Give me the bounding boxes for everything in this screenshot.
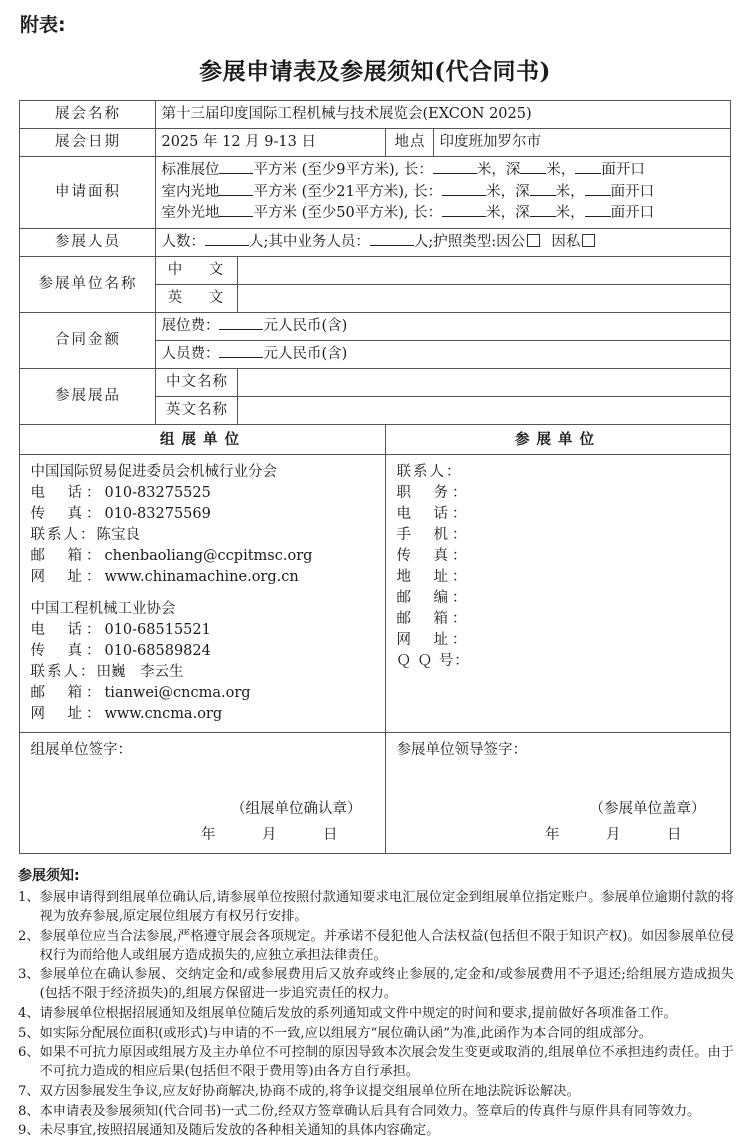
contact-value: 010-68515521 bbox=[104, 622, 211, 639]
table-row-unit-name-cn bbox=[20, 257, 730, 285]
note-text: 未尽事宜,按照招展通知及随后发放的各种相关通知的具体内容确定。 bbox=[39, 1123, 440, 1139]
note-number: 7、 bbox=[18, 1083, 40, 1099]
table-row-section-headings bbox=[20, 425, 730, 455]
exhibitor-phone-label: 电 话： bbox=[396, 506, 471, 523]
contact-key: 联系人： bbox=[30, 527, 97, 544]
area-unit: 平方米 bbox=[253, 183, 297, 200]
unit-name-en-value[interactable] bbox=[238, 285, 730, 313]
contact-key: 联系人： bbox=[30, 664, 97, 681]
area-min-note: (至少21平方米) bbox=[301, 183, 404, 200]
table-row-exhibition-name bbox=[20, 100, 730, 128]
area-length-input[interactable] bbox=[442, 216, 486, 217]
contact-value: 陈宝良 bbox=[96, 527, 140, 544]
contract-amount-label: 合同金额 bbox=[20, 313, 156, 369]
note-number: 4、 bbox=[18, 1005, 40, 1021]
note-number: 6、 bbox=[18, 1045, 40, 1061]
exhibits-cn-label: 中文名称 bbox=[156, 369, 238, 397]
venue-value[interactable]: 印度班加罗尔市 bbox=[434, 128, 730, 156]
contact-key: 邮 箱： bbox=[30, 548, 105, 565]
application-area-label: 申请面积 bbox=[20, 156, 156, 228]
personnel-biz-label: 人;其中业务人员： bbox=[248, 234, 370, 251]
organizer-contact-row bbox=[30, 567, 377, 588]
contact-value: 010-68589824 bbox=[104, 643, 211, 660]
table-row-contacts bbox=[20, 455, 730, 733]
contact-key: 网 址： bbox=[30, 706, 105, 723]
table-row-booth-fee bbox=[20, 313, 730, 341]
table-row-personnel bbox=[20, 229, 730, 257]
area-open-input[interactable] bbox=[585, 216, 611, 217]
area-line-indoor-raw[interactable]: 室内光地 平方米 (至少21平方米), 长： 米，深 米， 面开口 bbox=[161, 183, 655, 200]
organizer-contact-row bbox=[30, 546, 377, 567]
exhibitor-website-label: 网 址： bbox=[396, 632, 471, 649]
organizer-signature-cell[interactable] bbox=[20, 733, 386, 854]
unit-name-label: 参展单位名称 bbox=[20, 257, 156, 313]
exhibits-cn-value[interactable] bbox=[238, 369, 730, 397]
contact-value: 田巍 李云生 bbox=[96, 664, 184, 681]
exhibitor-contact-block bbox=[386, 455, 730, 733]
application-area-cell bbox=[156, 156, 730, 228]
area-prefix: 室外光地 bbox=[161, 205, 220, 222]
page-title: 参展申请表及参展须知(代合同书) bbox=[199, 57, 551, 85]
note-item bbox=[16, 1083, 734, 1102]
contact-value: 010-83275525 bbox=[104, 485, 211, 502]
area-prefix: 标准展位 bbox=[161, 161, 220, 178]
table-row-exhibition-date bbox=[20, 128, 730, 156]
area-depth-unit: 米， bbox=[546, 161, 576, 178]
area-depth-label: 米，深 bbox=[486, 183, 530, 200]
passport-private-label: 因私 bbox=[551, 234, 581, 251]
note-number: 1、 bbox=[18, 890, 40, 906]
exhibitor-postcode-label: 邮 编： bbox=[396, 590, 471, 607]
area-depth-unit: 米， bbox=[555, 205, 585, 222]
note-text: 参展申请得到组展单位确认后,请参展单位按照付款通知要求电汇展位定金到组展单位指定账户。参展单位逾期付款的将视为放弃参展,原定展位组展方有权另行安排。 bbox=[39, 890, 734, 925]
note-item bbox=[16, 1103, 734, 1122]
exhibitor-email-label: 邮 箱： bbox=[396, 611, 471, 628]
area-line-standard-booth[interactable]: 标准展位 平方米 (至少9平方米), 长： 米，深 米， 面开口 bbox=[161, 161, 645, 178]
contact-website[interactable]: www.chinamachine.org.cn bbox=[104, 569, 299, 586]
booth-fee-label: 展位费： bbox=[161, 318, 220, 335]
area-length-label: 长： bbox=[413, 205, 443, 222]
exhibitor-field-row[interactable] bbox=[396, 504, 721, 525]
note-item bbox=[16, 1025, 734, 1044]
area-depth-input[interactable] bbox=[520, 173, 546, 174]
exhibitor-field-row[interactable] bbox=[396, 630, 721, 651]
area-open-input[interactable] bbox=[575, 173, 601, 174]
exhibits-label: 参展展品 bbox=[20, 369, 156, 425]
organizer-date-line[interactable]: 年 月 日 bbox=[200, 827, 354, 844]
area-unit: 平方米 bbox=[253, 205, 297, 222]
unit-name-cn-value[interactable] bbox=[238, 257, 730, 285]
booth-fee-input[interactable] bbox=[219, 329, 263, 330]
note-item bbox=[16, 966, 734, 1003]
organizer-contact-block bbox=[20, 455, 386, 733]
area-depth-input[interactable] bbox=[530, 195, 556, 196]
area-length-label: 长： bbox=[403, 161, 433, 178]
personnel-count-input[interactable] bbox=[205, 245, 249, 246]
contact-email[interactable]: chenbaoliang@ccpitmsc.org bbox=[104, 548, 313, 565]
area-min-note: (至少9平方米) bbox=[301, 161, 395, 178]
exhibitor-field-row[interactable] bbox=[396, 651, 721, 672]
notes-list bbox=[16, 889, 734, 1141]
exhibitor-date-line[interactable]: 年 月 日 bbox=[545, 827, 698, 844]
exhibitor-signature-label: 参展单位领导签字： bbox=[396, 742, 527, 759]
note-number: 8、 bbox=[18, 1103, 40, 1119]
note-text: 如实际分配展位面积(或形式)与申请的不一致,应以组展方“展位确认函”为准,此函作为本合同的组成部分。 bbox=[39, 1025, 652, 1041]
note-text: 参展单位在确认参展、交纳定金和/或参展费用后又放弃或终止参展的,定金和/或参展费用不予退还;给组展方造成损失(包括不限于经济损失)的,组展方保留进一步追究责任的权力。 bbox=[39, 967, 734, 1002]
staff-fee-input[interactable] bbox=[219, 357, 263, 358]
note-text: 本申请表及参展须知(代合同书)一式二份,经双方签章确认后具有合同效力。签章后的传真件与原件具有同等效力。 bbox=[39, 1103, 701, 1119]
area-length-input[interactable] bbox=[433, 173, 477, 174]
area-depth-unit: 米， bbox=[555, 183, 585, 200]
note-number: 2、 bbox=[18, 928, 40, 944]
staff-fee-unit: 元人民币(含) bbox=[263, 346, 348, 363]
organizer-org-1 bbox=[30, 462, 377, 588]
exhibitor-stamp-hint: （参展单位盖章） bbox=[589, 801, 706, 818]
organizer-contact-row bbox=[30, 483, 377, 504]
exhibitor-field-row[interactable] bbox=[396, 609, 721, 630]
unit-name-cn-label: 中 文 bbox=[156, 257, 238, 285]
passport-official-checkbox[interactable] bbox=[527, 234, 540, 247]
note-item bbox=[16, 889, 734, 926]
organizer-org-name: 中国工程机械工业协会 bbox=[30, 601, 176, 618]
note-number: 3、 bbox=[18, 967, 40, 983]
note-item bbox=[16, 1044, 734, 1081]
spacer bbox=[30, 588, 377, 599]
venue-label: 地点 bbox=[386, 128, 434, 156]
area-unit: 平方米 bbox=[253, 161, 297, 178]
area-open-label: 面开口 bbox=[610, 205, 655, 222]
area-size-input[interactable] bbox=[219, 173, 253, 174]
organizer-contact-row bbox=[30, 662, 377, 683]
note-number: 5、 bbox=[18, 1025, 40, 1041]
contact-key: 网 址： bbox=[30, 569, 105, 586]
personnel-biz-input[interactable] bbox=[370, 245, 414, 246]
area-min-note: (至少50平方米) bbox=[301, 205, 404, 222]
exhibitor-field-row[interactable] bbox=[396, 546, 721, 567]
exhibits-en-label: 英文名称 bbox=[156, 397, 238, 425]
contact-key: 传 真： bbox=[30, 506, 105, 523]
exhibitor-signature-cell[interactable] bbox=[386, 733, 730, 854]
exhibition-date-value[interactable]: 2025 年 12 月 9-13 日 bbox=[156, 128, 386, 156]
area-length-input[interactable] bbox=[442, 195, 486, 196]
contact-value: 010-83275569 bbox=[104, 506, 211, 523]
area-line-outdoor-raw[interactable]: 室外光地 平方米 (至少50平方米), 长： 米，深 米， 面开口 bbox=[161, 205, 655, 222]
contact-key: 电 话： bbox=[30, 485, 105, 502]
organizer-stamp-hint: （组展单位确认章） bbox=[230, 801, 362, 818]
exhibitor-qq-label: Ｑ Ｑ 号： bbox=[396, 653, 470, 670]
organizer-contact-row bbox=[30, 704, 377, 725]
exhibition-date-label: 展会日期 bbox=[20, 128, 156, 156]
table-row-exhibits-cn bbox=[20, 369, 730, 397]
exhibitor-section-heading: 参展单位 bbox=[386, 425, 730, 455]
exhibitor-title-label: 职 务： bbox=[396, 485, 471, 502]
organizer-contact-row bbox=[30, 504, 377, 525]
exhibition-name-label: 展会名称 bbox=[20, 100, 156, 128]
contact-website[interactable]: www.cncma.org bbox=[104, 706, 223, 723]
area-depth-label: 米，深 bbox=[486, 205, 530, 222]
attachment-label: 附表: bbox=[20, 14, 66, 36]
organizer-org-2 bbox=[30, 599, 377, 725]
notes-title: 参展须知: bbox=[18, 868, 80, 885]
table-row-signatures bbox=[20, 733, 730, 854]
area-open-input[interactable] bbox=[585, 195, 611, 196]
note-text: 请参展单位根据招展通知及组展单位随后发放的系列通知或文件中规定的时间和要求,提前做好各项准备工作。 bbox=[39, 1005, 677, 1021]
note-item bbox=[16, 1005, 734, 1024]
organizer-contact-row bbox=[30, 620, 377, 641]
note-text: 如果不可抗力原因或组展方及主办单位不可控制的原因导致本次展会发生变更或取消的,组展单位不承担违约责任。由于不可抗力造成的相应后果(包括但不限于费用等)由各方自行承担。 bbox=[39, 1045, 734, 1080]
exhibitor-contact-label: 联系人： bbox=[396, 464, 463, 481]
passport-type-label: 人;护照类型:因公 bbox=[413, 234, 526, 251]
personnel-label: 参展人员 bbox=[20, 229, 156, 257]
exhibits-en-value[interactable] bbox=[238, 397, 730, 425]
note-item bbox=[16, 928, 734, 965]
booth-fee-unit: 元人民币(含) bbox=[263, 318, 348, 335]
organizer-section-heading: 组展单位 bbox=[20, 425, 386, 455]
organizer-contact-row bbox=[30, 525, 377, 546]
area-depth-label: 米，深 bbox=[476, 161, 521, 178]
contact-key: 传 真： bbox=[30, 643, 105, 660]
passport-private-checkbox[interactable] bbox=[582, 234, 595, 247]
exhibitor-fax-label: 传 真： bbox=[396, 548, 471, 565]
organizer-contact-row bbox=[30, 683, 377, 704]
exhibition-name-value[interactable]: 第十三届印度国际工程机械与技术展览会(EXCON 2025) bbox=[156, 100, 730, 128]
organizer-org-name: 中国国际贸易促进委员会机械行业分会 bbox=[30, 464, 277, 481]
area-open-label: 面开口 bbox=[601, 161, 645, 178]
exhibitor-mobile-label: 手 机： bbox=[396, 527, 471, 544]
table-row-application-area bbox=[20, 156, 730, 228]
staff-fee-cell bbox=[156, 341, 730, 369]
organizer-contact-row bbox=[30, 641, 377, 662]
contact-key: 电 话： bbox=[30, 622, 105, 639]
note-text: 参展单位应当合法参展,严格遵守展会各项规定。并承诺不侵犯他人合法权益(包括但不限于知识产权)。如因参展单位侵权行为而给他人或组展方造成损失的,应独立承担法律责任。 bbox=[39, 928, 734, 963]
unit-name-en-label: 英 文 bbox=[156, 285, 238, 313]
area-depth-input[interactable] bbox=[530, 216, 556, 217]
contact-key: 邮 箱： bbox=[30, 685, 105, 702]
organizer-signature-label: 组展单位签字： bbox=[30, 742, 132, 759]
exhibitor-field-row[interactable] bbox=[396, 483, 721, 504]
exhibitor-address-label: 地 址： bbox=[396, 569, 471, 586]
personnel-cell bbox=[156, 229, 730, 257]
area-prefix: 室内光地 bbox=[161, 183, 220, 200]
area-open-label: 面开口 bbox=[610, 183, 655, 200]
exhibitor-field-row[interactable] bbox=[396, 588, 721, 609]
area-size-input[interactable] bbox=[219, 195, 253, 196]
note-item bbox=[16, 1122, 734, 1141]
personnel-count-label: 人数： bbox=[161, 234, 205, 251]
area-length-label: 长： bbox=[413, 183, 443, 200]
area-size-input[interactable] bbox=[219, 216, 253, 217]
contact-email[interactable]: tianwei@cncma.org bbox=[104, 685, 251, 702]
exhibitor-field-row[interactable] bbox=[396, 567, 721, 588]
exhibitor-field-row[interactable] bbox=[396, 525, 721, 546]
exhibitor-field-row[interactable] bbox=[396, 462, 721, 483]
note-text: 双方因参展发生争议,应友好协商解决,协商不成的,将争议提交组展单位所在地法院诉讼解决。 bbox=[39, 1083, 580, 1099]
staff-fee-label: 人员费： bbox=[161, 346, 220, 363]
note-number: 9、 bbox=[18, 1123, 40, 1139]
booth-fee-cell bbox=[156, 313, 730, 341]
application-form-table bbox=[19, 100, 730, 855]
